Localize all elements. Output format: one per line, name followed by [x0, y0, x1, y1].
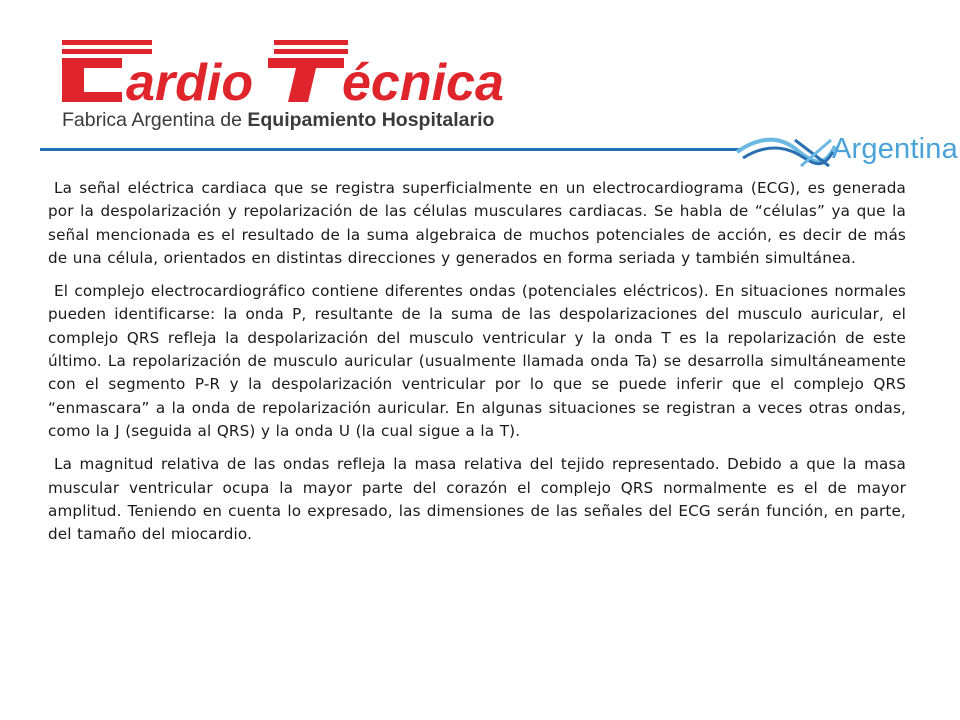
paragraph-wave-magnitude: La magnitud relativa de las ondas refleja la masa relativa del tejido representado. Debido a que la masa muscular ventricular ocupa la mayor parte del corazón el complejo QRS normalmente es el de mayor amplitud. Teniendo en cuenta lo expresado, las dimensiones de las señales del ECG serán función, en parte, del tamaño del miocardio.: [48, 455, 906, 544]
cardio-tecnica-logo: [50, 36, 535, 136]
argentina-label: Argentina: [832, 133, 958, 165]
header-divider: [40, 148, 740, 151]
paragraph-ecg-complex: El complejo electrocardiográfico contiene diferentes ondas (potenciales eléctricos). En situaciones normales pueden identificarse: la onda P, resultante de la suma de las despolarizaciones del musculo auricular, el complejo QRS refleja la despolarización del musculo ventricular y la onda T es la repolarización de este último. La repolarización de musculo auricular (usualmente llamada onda Ta) se desarrolla simultáneamente con el segmento P-R y la despolarización ventricular por lo que se puede inferir que el complejo QRS “enmascara” a la onda de repolarización auricular. En algunas situaciones se registran a veces otras ondas, como la J (seguida al QRS) y la onda U (la cual sigue a la T).: [48, 282, 906, 440]
svg-text:ardio: ardio: [126, 54, 254, 112]
paragraph-ecg-signal: La señal eléctrica cardiaca que se registra superficialmente en un electrocardiograma (ECG), es generada por la despolarización y repolarización de las células musculares cardiacas. Se habla de “células” ya que la señal mencionada es el resultado de la suma algebraica de muchos potenciales de acción, es decir de más de una célula, orientados en distintas direcciones y generados en forma seriada y también simultánea.: [48, 179, 906, 267]
document-body: [48, 177, 906, 556]
svg-text:Fabrica Argentina de Equipamie: Fabrica Argentina de Equipamiento Hospitalario: [62, 109, 495, 131]
svg-text:écnica: écnica: [342, 54, 504, 112]
